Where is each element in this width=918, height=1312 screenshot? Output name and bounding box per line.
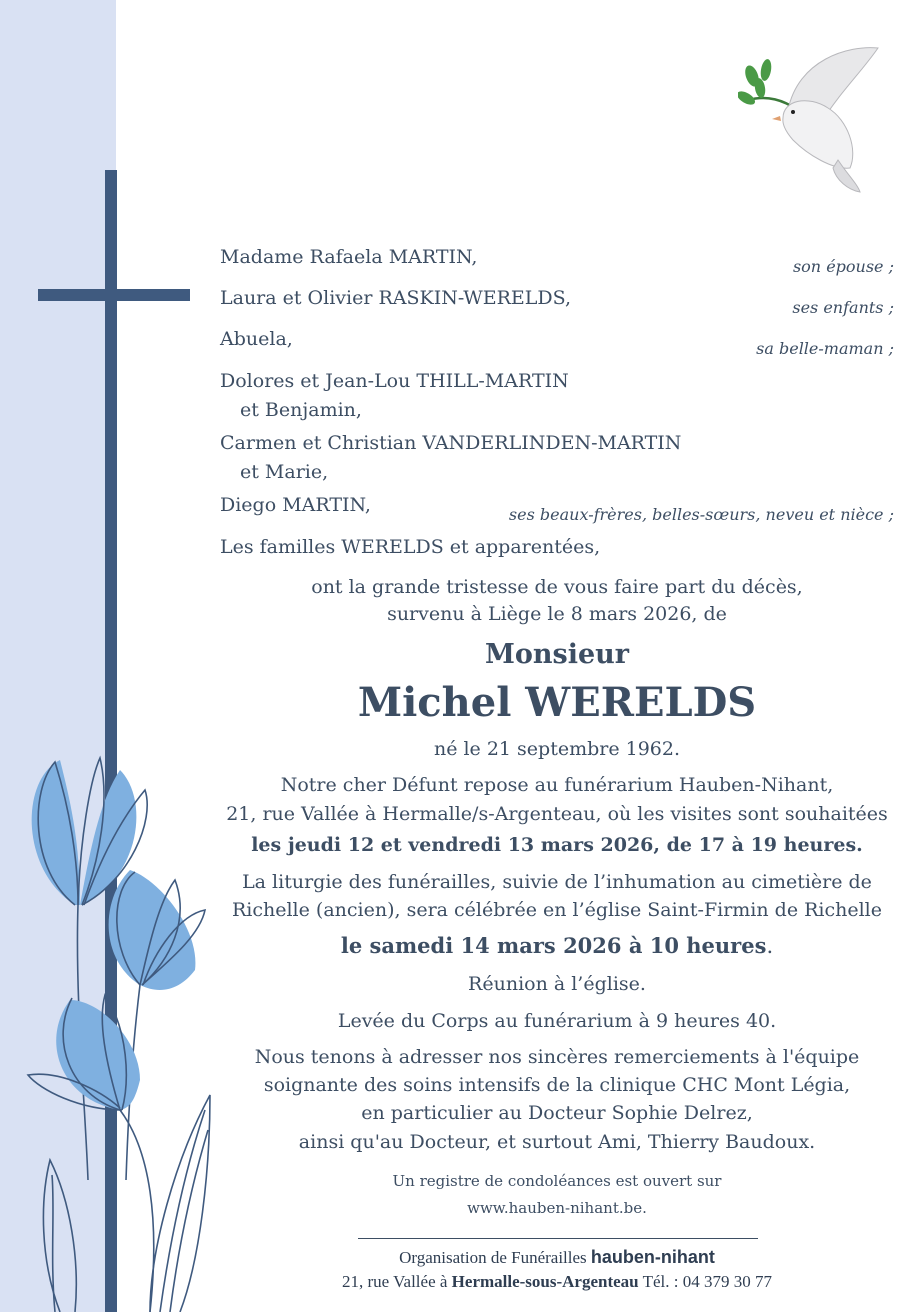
relation-label: son épouse ; [792,257,894,276]
footer-address-prefix: 21, rue Vallée à [342,1272,448,1291]
funeral-date-line [196,933,918,960]
footer-organisation [196,1247,918,1268]
funeral-line: La liturgie des funérailles, suivie de l’inhumation au cimetière de [242,871,872,893]
family-member: Diego MARTIN, [220,494,371,516]
relation-label: ses enfants ; [792,298,894,317]
family-member-sub: et Benjamin, [240,399,362,421]
registry-line: Un registre de condoléances est ouvert sur [392,1172,722,1190]
footer-divider [358,1238,758,1239]
footer-town: Hermalle-sous-Argenteau [451,1272,639,1291]
deceased-name: Michel WERELDS [357,679,757,726]
tulip-middle [109,870,205,1180]
visitation-line: Notre cher Défunt repose au funérarium Hauben-Nihant, [280,774,834,796]
announcement-line: survenu à Liège le 8 mars 2026, de [387,603,727,625]
dove-icon [738,40,888,200]
visitation-line: 21, rue Vallée à Hermalle/s-Argenteau, où les visites sont souhaitées [226,803,888,825]
cross-horizontal-bar [38,289,190,301]
family-member: Les familles WERELDS et apparentées, [220,536,601,558]
family-member: Abuela, [220,328,293,350]
funeral-date: le samedi 14 mars 2026 à 10 heures [340,933,767,958]
thanks-line: en particulier au Docteur Sophie Delrez, [361,1102,753,1124]
leaves [43,1095,210,1312]
thanks-line: Nous tenons à adresser nos sincères remerciements à l'équipe [254,1046,860,1068]
thanks-line: soignante des soins intensifs de la clinique CHC Mont Légia, [263,1074,851,1096]
honorific: Monsieur [484,639,630,670]
funeral-line: Richelle (ancien), sera célébrée en l’église Saint-Firmin de Richelle [231,899,883,921]
footer-address [196,1272,918,1292]
birth-date: né le 21 septembre 1962. [433,738,681,760]
family-member: Carmen et Christian VANDERLINDEN-MARTIN [220,432,682,454]
family-member: Dolores et Jean-Lou THILL-MARTIN [220,370,569,392]
family-member: Laura et Olivier RASKIN-WERELDS, [220,287,572,309]
meeting-place: Réunion à l’église. [468,973,646,995]
family-member: Madame Rafaela MARTIN, [220,246,478,268]
announcement-line: ont la grande tristesse de vous faire part du décès, [311,576,803,598]
thanks-line: ainsi qu'au Docteur, et surtout Ami, Thierry Baudoux. [298,1131,816,1153]
visitation-dates: les jeudi 12 et vendredi 13 mars 2026, de 17 à 19 heures. [251,834,863,856]
footer-phone: Tél. : 04 379 30 77 [642,1272,772,1291]
registry-url[interactable]: www.hauben-nihant.be. [467,1199,647,1217]
relation-label: ses beaux-frères, belles-sœurs, neveu et nièce ; [508,505,894,524]
funeral-date-suffix: . [766,934,774,958]
levee-line: Levée du Corps au funérarium à 9 heures 40. [337,1010,777,1032]
family-member-sub: et Marie, [240,461,329,483]
footer-org-prefix: Organisation de Funérailles [399,1248,587,1267]
cross-vertical-bar [105,170,117,1312]
brand-logo: hauben-nihant [590,1247,715,1267]
relation-label: sa belle-maman ; [756,339,894,358]
